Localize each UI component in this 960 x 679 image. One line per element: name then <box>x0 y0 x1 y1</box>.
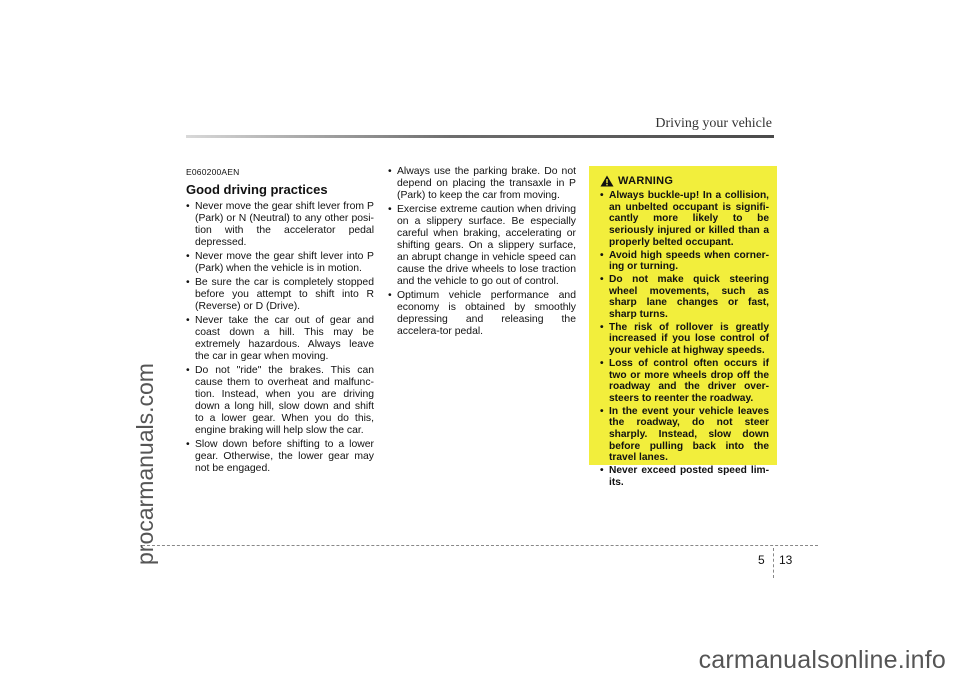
list-item: • Be sure the car is completely stopped before you attempt to shift into R (Reverse) or D (Drive). <box>186 277 374 313</box>
warning-box <box>589 166 777 488</box>
list-item: • Always use the parking brake. Do not depend on placing the transaxle in P (Park) to keep the car from moving. <box>388 166 576 202</box>
list-item: • Always buckle-up! In a collision, an unbelted occupant is signifi-cantly more likely to be seriously injured or killed than a properly belted occupant. <box>600 190 769 249</box>
warning-triangle-icon <box>600 175 614 187</box>
list-item: • Slow down before shifting to a lower gear. Otherwise, the lower gear may not be engaged. <box>186 439 374 475</box>
section-title: Driving your vehicle <box>655 116 772 131</box>
practices-list-2 <box>388 166 576 338</box>
list-item: • Do not make quick steering wheel movements, such as sharp lane changes or fast, sharp turns. <box>600 274 769 321</box>
list-item: • Avoid high speeds when corner-ing or turning. <box>600 250 769 273</box>
list-item: • Never exceed posted speed lim-its. <box>600 465 769 488</box>
list-item: • Never move the gear shift lever into P (Park) when the vehicle is in motion. <box>186 251 374 275</box>
middle-column <box>388 166 576 340</box>
footer-rule <box>142 545 818 546</box>
list-item: • The risk of rollover is greatly increased if you lose control of your vehicle at highway speeds. <box>600 322 769 357</box>
page-number-divider <box>773 548 774 578</box>
list-item: • Never take the car out of gear and coast down a hill. This may be extremely hazardous. Always leave the car in gear when moving. <box>186 315 374 363</box>
list-item: • Loss of control often occurs if two or more wheels drop off the roadway and the driver over-steers to reenter the roadway. <box>600 358 769 405</box>
page-heading: Good driving practices <box>186 182 328 197</box>
watermark-bottom: carmanualsonline.info <box>698 646 946 674</box>
list-item: • Exercise extreme caution when driving on a slippery surface. Be especially careful when braking, accelerating or shifting gears. On a slippery surface, an abrupt change in vehicle speed can cause the drive wheels to lose traction and the vehicle to go out of control. <box>388 204 576 288</box>
warning-list <box>600 190 769 489</box>
list-item: • Do not "ride" the brakes. This can cause them to overheat and malfunc-tion. Instead, when you are driving down a long hill, slow down and shift to a lower gear. When you do this, engine braking will help slow the car. <box>186 365 374 437</box>
list-item: • Never move the gear shift lever from P (Park) or N (Neutral) to any other posi-tion with the accelerator pedal depressed. <box>186 201 374 249</box>
warning-header <box>600 175 769 187</box>
warning-title: WARNING <box>618 175 674 187</box>
list-item: • In the event your vehicle leaves the roadway, do not steer sharply. Instead, slow down before pulling back into the travel lanes. <box>600 406 769 465</box>
practices-list-1 <box>186 201 374 475</box>
page-number: 13 <box>779 553 793 567</box>
left-column <box>186 166 374 477</box>
watermark-left: procarmanuals.com <box>132 363 158 565</box>
header-rule <box>186 135 774 138</box>
section-code: E060200AEN <box>186 167 240 177</box>
chapter-number: 5 <box>758 553 765 567</box>
list-item: • Optimum vehicle performance and economy is obtained by smoothly depressing and releasing the accelera-tor pedal. <box>388 290 576 338</box>
